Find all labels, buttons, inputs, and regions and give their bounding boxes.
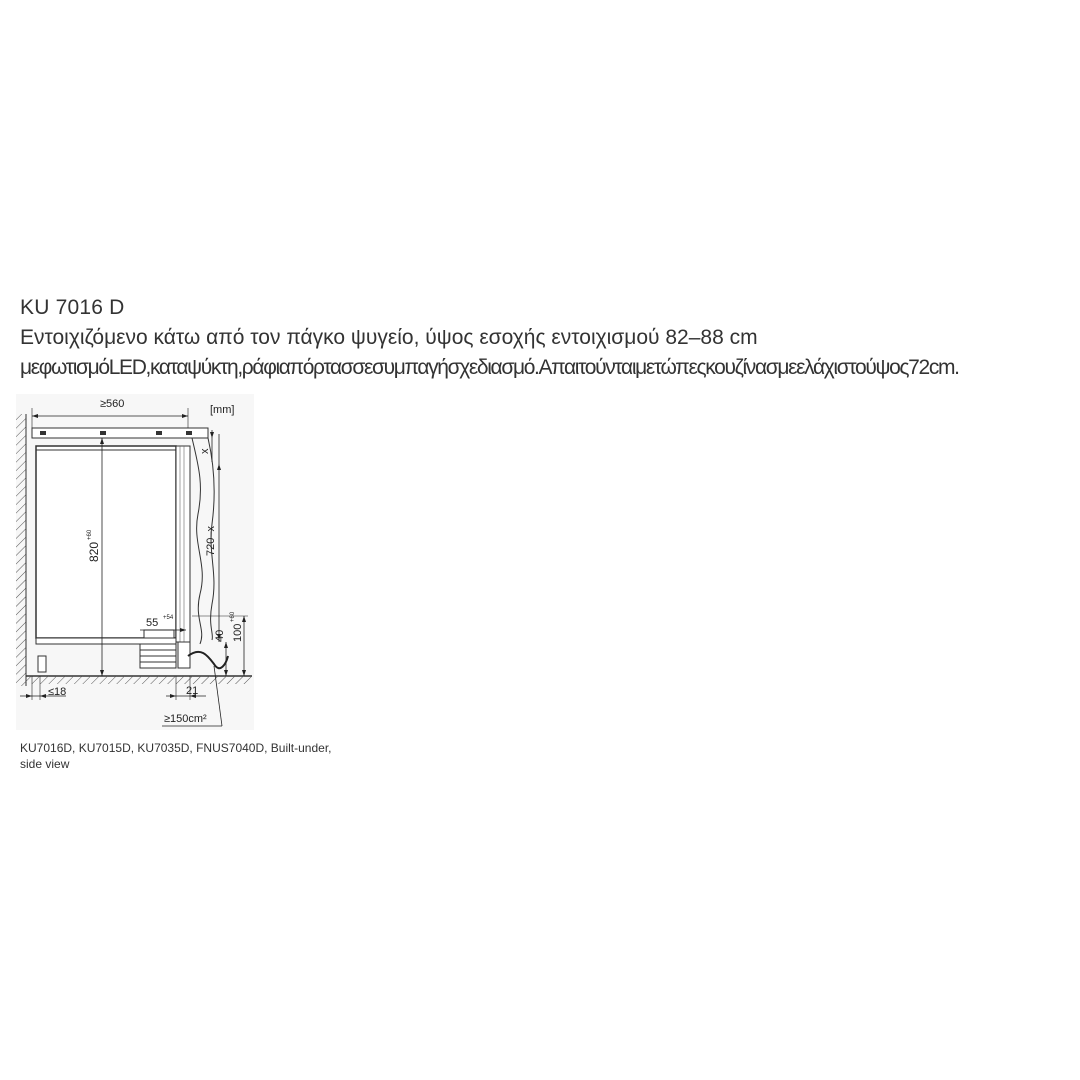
front-panel: [176, 446, 190, 642]
dim-vent-label: ≥150cm²: [164, 713, 207, 725]
countertop: [32, 428, 208, 438]
dim-40-label: 40: [214, 629, 226, 642]
dim-100-tol: +60: [230, 611, 236, 622]
side-view-drawing: [16, 394, 256, 734]
dim-720-label: 720–x: [205, 526, 217, 556]
dim-height-tol: +60: [87, 529, 93, 540]
wall-hatch: [16, 414, 26, 686]
dim-width-label: ≥560: [100, 398, 125, 410]
unit-label: [mm]: [210, 404, 235, 416]
dim-x-label: x: [199, 448, 211, 454]
floor-hatch: [26, 676, 252, 684]
dim-height-label: 820: [87, 541, 101, 562]
dim-18-label: ≤18: [48, 686, 67, 698]
dim-100-label: 100: [232, 623, 244, 642]
product-description: μεφωτισμόLED,καταψύκτη,ράφιαπόρτασσεσυμπαγήσχεδιασμό.Απαιτούνταιμετώπεςκουζίνασμεελάχιστούψος72cm.: [20, 356, 959, 379]
side-view-svg: [16, 394, 256, 734]
drawing-caption: KU7016D, KU7015D, KU7035D, FNUS7040D, Built-under, side view: [20, 741, 332, 771]
dim-21-label: 21: [186, 685, 199, 697]
product-subtitle: Εντοιχιζόμενο κάτω από τον πάγκο ψυγείο, ύψος εσοχής εντοιχισμού 82–88 cm: [20, 326, 758, 349]
dim-55-tol: +54: [163, 615, 174, 621]
dim-55-label: 55: [146, 617, 159, 629]
product-model-title: KU 7016 D: [20, 296, 125, 319]
fridge-body: [36, 446, 176, 638]
